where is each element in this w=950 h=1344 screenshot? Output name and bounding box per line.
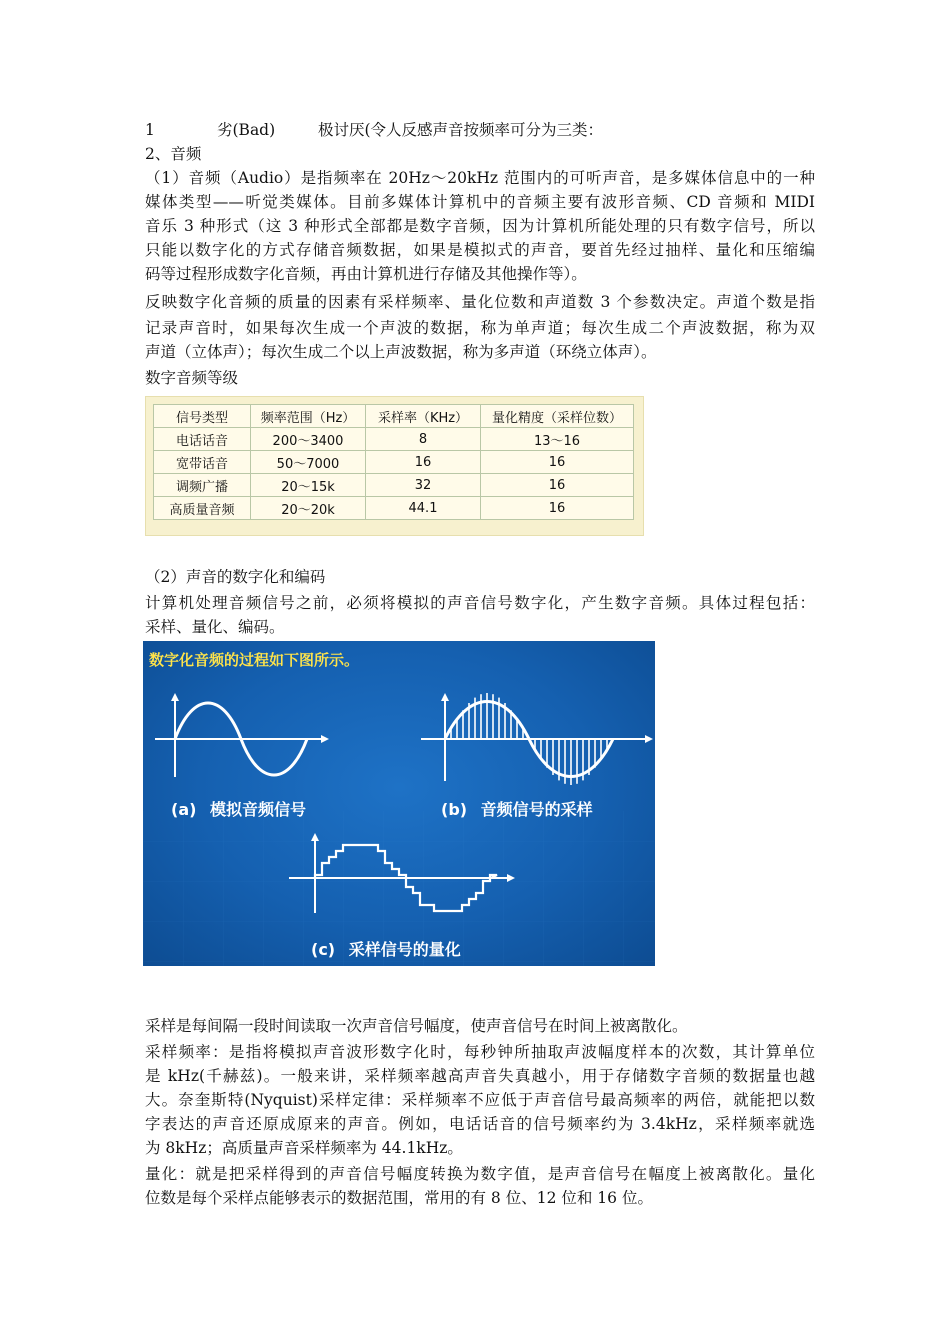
label-a-prefix: (a) <box>171 800 197 819</box>
paragraph-line: 采样频率：是指将模拟声音波形数字化时，每秒钟所抽取声波幅度样本的次数，其计算单位 <box>145 1043 815 1061</box>
table-cell: 20～20k <box>251 497 366 520</box>
table-row <box>154 428 634 451</box>
paragraph-line: 反映数字化音频的质量的因素有采样频率、量化位数和声道数 3 个参数决定。声道个数是指 <box>145 293 815 311</box>
label-a-text: 模拟音频信号 <box>210 800 307 819</box>
audio-grade-table-image <box>145 396 644 536</box>
table-cell: 16 <box>366 451 481 474</box>
paragraph-line: 音乐 3 种形式（这 3 种形式全部都是数字音频，因为计算机所能处理的只有数字信号，所以 <box>145 217 815 235</box>
paragraph-line: 采样、量化、编码。 <box>145 618 285 636</box>
table-cell: 宽带话音 <box>154 451 251 474</box>
grade-label: 劣(Bad) <box>217 121 276 139</box>
table-caption: 数字音频等级 <box>145 369 239 387</box>
label-b-prefix: (b) <box>441 800 468 819</box>
paragraph-line: 媒体类型——听觉类媒体。目前多媒体计算机中的音频主要有波形音频、CD 音频和 MIDI <box>145 193 815 211</box>
table-cell: 电话话音 <box>154 428 251 451</box>
table-cell: 20～15k <box>251 474 366 497</box>
digitization-diagram <box>143 641 655 966</box>
diagram-title: 数字化音频的过程如下图所示。 <box>149 651 360 669</box>
paragraph-line: 位数是每个采样点能够表示的数据范围，常用的有 8 位、12 位和 16 位。 <box>145 1189 653 1207</box>
label-b-text: 音频信号的采样 <box>480 800 593 819</box>
paragraph-line: 量化：就是把采样得到的声音信号幅度转换为数字值，是声音信号在幅度上被离散化。量化 <box>145 1165 815 1183</box>
table-header-row <box>154 405 634 428</box>
table-cell: 50～7000 <box>251 451 366 474</box>
label-c-text: 采样信号的量化 <box>348 940 461 959</box>
table-cell: 调频广播 <box>154 474 251 497</box>
paragraph-line: 大。奈奎斯特(Nyquist)采样定律：采样频率不应低于声音信号最高频率的两倍，就能把以数 <box>145 1091 815 1109</box>
diagram-label-c <box>311 937 461 960</box>
table-row <box>154 497 634 520</box>
table-header-cell: 量化精度（采样位数） <box>481 405 634 428</box>
paragraph-line: 记录声音时，如果每次生成一个声波的数据，称为单声道；每次生成二个声波数据，称为双 <box>145 319 815 337</box>
table-cell: 高质量音频 <box>154 497 251 520</box>
table-cell: 44.1 <box>366 497 481 520</box>
grade-description: 极讨厌(令人反感声音按频率可分为三类： <box>318 121 604 139</box>
paragraph-line: 声道（立体声）；每次生成二个以上声波数据，称为多声道（环绕立体声）。 <box>145 343 657 361</box>
diagram-label-a <box>171 797 306 820</box>
label-c-prefix: (c) <box>311 940 336 959</box>
section-heading-audio: 2、音频 <box>145 145 202 163</box>
table-cell: 13～16 <box>481 428 634 451</box>
table-cell: 200～3400 <box>251 428 366 451</box>
paragraph-line: （1）音频（Audio）是指频率在 20Hz～20kHz 范围内的可听声音，是多媒体信息中的一种 <box>145 169 815 187</box>
table-cell: 16 <box>481 497 634 520</box>
table-header-cell: 信号类型 <box>154 405 251 428</box>
table-cell: 16 <box>481 451 634 474</box>
sampled-signal-plot <box>421 693 653 785</box>
table-row <box>154 474 634 497</box>
paragraph-line: 计算机处理音频信号之前，必须将模拟的声音信号数字化，产生数字音频。具体过程包括： <box>145 594 815 612</box>
paragraph-line: 只能以数字化的方式存储音频数据，如果是模拟式的声音，要首先经过抽样、量化和压缩编 <box>145 241 815 259</box>
grade-number: 1 <box>145 121 155 139</box>
audio-grade-table <box>153 404 634 520</box>
table-row <box>154 451 634 474</box>
section-heading-digitization: （2）声音的数字化和编码 <box>145 568 326 586</box>
diagram-label-b <box>441 797 593 820</box>
paragraph-line: 字表达的声音还原成原来的声音。例如，电话话音的信号频率约为 3.4kHz，采样频率就选 <box>145 1115 815 1133</box>
table-cell: 8 <box>366 428 481 451</box>
paragraph-line: 码等过程形成数字化音频，再由计算机进行存储及其他操作等）。 <box>145 265 587 283</box>
table-header-cell: 采样率（KHz） <box>366 405 481 428</box>
paragraph-line: 为 8kHz；高质量声音采样频率为 44.1kHz。 <box>145 1139 463 1157</box>
paragraph-line: 是 kHz(千赫兹)。一般来讲，采样频率越高声音失真越小，用于存储数字音频的数据量也越 <box>145 1067 815 1085</box>
paragraph-line: 采样是每间隔一段时间读取一次声音信号幅度，使声音信号在时间上被离散化。 <box>145 1017 688 1035</box>
table-cell: 32 <box>366 474 481 497</box>
analog-signal-plot <box>155 693 329 777</box>
table-cell: 16 <box>481 474 634 497</box>
table-header-cell: 频率范围（Hz） <box>251 405 366 428</box>
